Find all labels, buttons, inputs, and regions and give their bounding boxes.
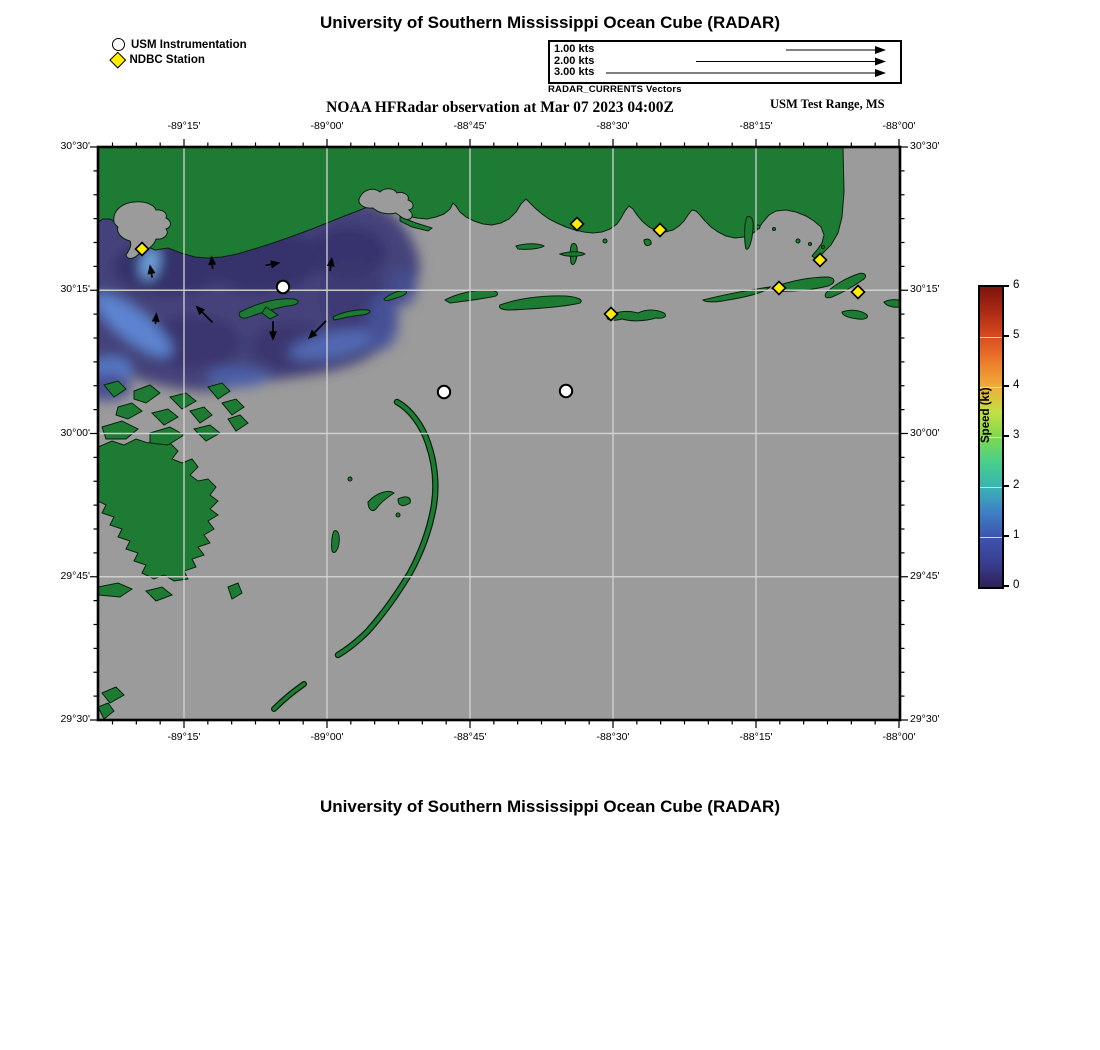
colorbar-tick [1002,285,1009,287]
axis-tick-label: -88°15' [739,731,773,743]
colorbar-tick [1002,435,1009,437]
colorbar-tick [1002,385,1009,387]
axis-tick-label: -88°15' [739,120,773,132]
scale-entry-label: 2.00 kts [554,54,595,67]
range-label: USM Test Range, MS [770,97,885,111]
axis-tick-label: 30°00' [910,426,940,439]
axis-tick-label: -88°00' [882,120,916,132]
legend-label-usm: USM Instrumentation [131,38,247,51]
colorbar-tick-label: 5 [1013,329,1020,341]
axis-tick-label: -88°45' [453,120,487,132]
axis-tick-label: 30°30' [910,140,940,152]
observation-subtitle: NOAA HFRadar observation at Mar 07 2023 04:00Z [326,99,674,116]
colorbar-unit-line [980,537,1002,538]
colorbar-tick [1002,535,1009,537]
axis-tick-label: -88°30' [596,120,630,132]
colorbar-tick-label: 0 [1013,579,1020,591]
hfradar-map [85,135,911,736]
scale-entry-label: 1.00 kts [554,43,595,55]
colorbar-title [978,427,1098,443]
vector-scale-box [548,40,902,84]
axis-tick-label: -88°30' [596,731,630,743]
axis-tick-label: 30°00' [60,426,90,439]
usm-instrument-marker [560,385,572,397]
colorbar-tick [1002,585,1009,587]
colorbar-unit-line [980,337,1002,338]
colorbar-tick-label: 4 [1013,379,1020,391]
legend-item-ndbc [112,54,205,66]
usm-instrument-marker [277,281,289,293]
axis-tick-label: -88°00' [882,731,916,743]
colorbar-tick-label: 3 [1013,429,1020,441]
usm-instrument-marker [438,386,450,398]
axis-tick-label: -89°15' [167,120,201,132]
axis-tick-label: -88°45' [453,731,487,743]
vector-scale-caption: RADAR_CURRENTS Vectors [548,84,682,95]
usm-instrumentation-icon [112,38,125,51]
axis-tick-label: -89°15' [167,731,201,743]
footer-title: University of Southern Mississippi Ocean Cube (RADAR) [319,797,780,816]
axis-tick-label: -89°00' [310,731,344,743]
colorbar-unit-line [980,487,1002,488]
legend-item-usm [112,38,247,51]
vector-scale-arrows [550,42,894,78]
axis-tick-label: 30°15' [910,283,940,296]
colorbar-tick [1002,335,1009,337]
colorbar-tick-label: 2 [1013,479,1020,491]
axis-tick-label: 29°30' [910,713,940,725]
axis-tick-label: 29°30' [60,713,90,725]
axis-tick-label: -89°00' [310,120,344,132]
axis-tick-label: 30°15' [60,283,90,296]
ndbc-station-icon [110,52,126,68]
page-title: University of Southern Mississippi Ocean Cube (RADAR) [319,13,780,32]
colorbar-tick-label: 6 [1013,279,1020,291]
axis-tick-label: 30°30' [60,140,90,152]
colorbar-tick [1002,485,1009,487]
axis-tick-label: 29°45' [910,569,940,582]
colorbar-tick-label: 1 [1013,529,1020,541]
scale-entry-label: 3.00 kts [554,66,595,78]
legend-label-ndbc: NDBC Station [129,54,205,66]
axis-tick-label: 29°45' [60,569,90,582]
